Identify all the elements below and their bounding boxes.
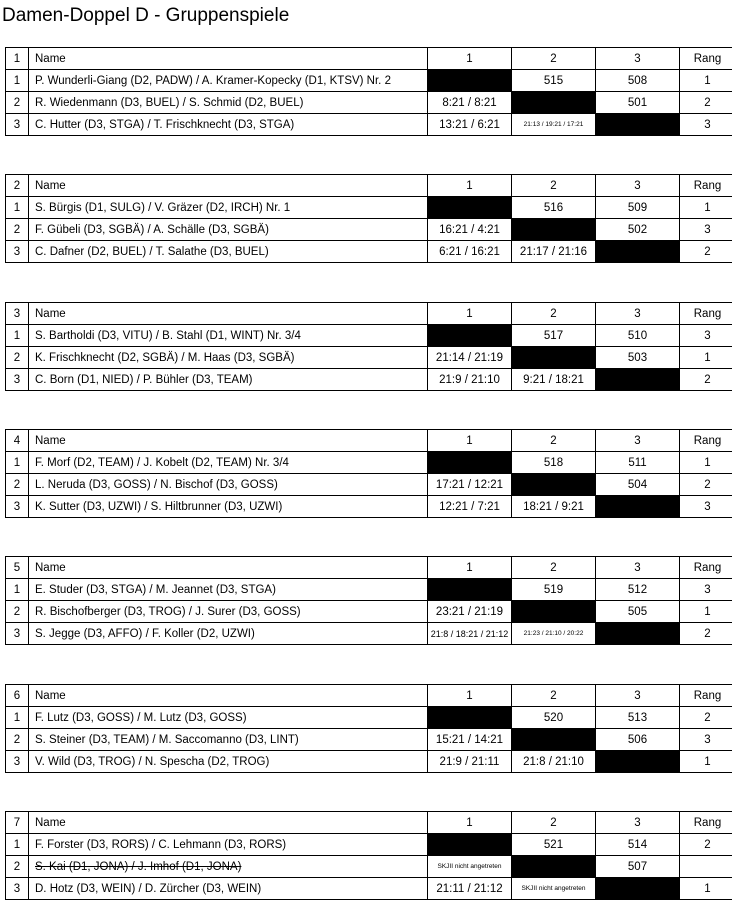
rang-cell: 3 — [680, 219, 732, 241]
name-header: Name — [29, 175, 428, 197]
match-3-cell: 503 — [596, 347, 680, 369]
row-number: 1 — [6, 70, 29, 92]
match-1-cell: 15:21 / 14:21 — [428, 729, 512, 751]
page-title: Damen-Doppel D - Gruppenspiele — [2, 5, 290, 26]
rang-cell: 1 — [680, 601, 732, 623]
row-number: 1 — [6, 834, 29, 856]
team-row — [6, 729, 732, 751]
self-match-cell — [596, 496, 680, 518]
self-match-cell — [428, 325, 512, 347]
row-number: 1 — [6, 325, 29, 347]
self-match-cell — [512, 92, 596, 114]
team-row — [6, 452, 732, 474]
row-number: 3 — [6, 878, 29, 900]
match-2-cell: 521 — [512, 834, 596, 856]
match-3-cell: 501 — [596, 92, 680, 114]
group-header-row — [6, 48, 732, 70]
team-name: C. Born (D1, NIED) / P. Bühler (D3, TEAM) — [29, 369, 428, 391]
col-2-header: 2 — [512, 812, 596, 834]
group-table-5 — [5, 556, 732, 645]
team-name: C. Dafner (D2, BUEL) / T. Salathe (D3, BUEL) — [29, 241, 428, 263]
group-number: 1 — [6, 48, 29, 70]
team-row — [6, 834, 732, 856]
match-2-cell: 517 — [512, 325, 596, 347]
row-number: 3 — [6, 114, 29, 136]
team-name: S. Jegge (D3, AFFO) / F. Koller (D2, UZWI) — [29, 623, 428, 645]
row-number: 3 — [6, 751, 29, 773]
rang-header: Rang — [680, 685, 732, 707]
team-row — [6, 219, 732, 241]
team-name: L. Neruda (D3, GOSS) / N. Bischof (D3, GOSS) — [29, 474, 428, 496]
match-2-cell: SKJII nicht angetreten — [512, 878, 596, 900]
self-match-cell — [428, 70, 512, 92]
self-match-cell — [596, 623, 680, 645]
row-number: 1 — [6, 579, 29, 601]
group-table-6 — [5, 684, 732, 773]
withdrawn-team-name: S. Kai (D1, JONA) / J. Imhof (D1, JONA) — [29, 856, 428, 878]
match-3-cell: 508 — [596, 70, 680, 92]
row-number: 3 — [6, 623, 29, 645]
match-3-cell: 507 — [596, 856, 680, 878]
team-name: K. Frischknecht (D2, SGBÄ) / M. Haas (D3, SGBÄ) — [29, 347, 428, 369]
col-3-header: 3 — [596, 685, 680, 707]
row-number: 2 — [6, 856, 29, 878]
col-2-header: 2 — [512, 175, 596, 197]
self-match-cell — [428, 579, 512, 601]
team-row — [6, 751, 732, 773]
row-number: 3 — [6, 369, 29, 391]
col-1-header: 1 — [428, 48, 512, 70]
match-2-cell: 519 — [512, 579, 596, 601]
team-name: D. Hotz (D3, WEIN) / D. Zürcher (D3, WEIN) — [29, 878, 428, 900]
row-number: 1 — [6, 197, 29, 219]
row-number: 2 — [6, 219, 29, 241]
rang-cell: 1 — [680, 452, 732, 474]
col-3-header: 3 — [596, 812, 680, 834]
group-number: 6 — [6, 685, 29, 707]
team-row — [6, 114, 732, 136]
rang-cell: 3 — [680, 579, 732, 601]
col-3-header: 3 — [596, 48, 680, 70]
team-row — [6, 474, 732, 496]
match-1-cell: 23:21 / 21:19 — [428, 601, 512, 623]
rang-cell: 3 — [680, 729, 732, 751]
match-3-cell: 514 — [596, 834, 680, 856]
team-row — [6, 601, 732, 623]
match-2-cell: 21:17 / 21:16 — [512, 241, 596, 263]
self-match-cell — [428, 834, 512, 856]
team-name: S. Steiner (D3, TEAM) / M. Saccomanno (D3, LINT) — [29, 729, 428, 751]
match-2-cell: 520 — [512, 707, 596, 729]
name-header: Name — [29, 685, 428, 707]
self-match-cell — [512, 347, 596, 369]
col-2-header: 2 — [512, 557, 596, 579]
match-3-cell: 506 — [596, 729, 680, 751]
team-name: C. Hutter (D3, STGA) / T. Frischknecht (D3, STGA) — [29, 114, 428, 136]
col-3-header: 3 — [596, 175, 680, 197]
match-3-cell: 511 — [596, 452, 680, 474]
self-match-cell — [596, 369, 680, 391]
match-1-cell: 21:8 / 18:21 / 21:12 — [428, 623, 512, 645]
match-2-cell: 518 — [512, 452, 596, 474]
team-row — [6, 623, 732, 645]
team-name: P. Wunderli-Giang (D2, PADW) / A. Kramer-Kopecky (D1, KTSV) Nr. 2 — [29, 70, 428, 92]
rang-header: Rang — [680, 48, 732, 70]
match-2-cell: 21:8 / 21:10 — [512, 751, 596, 773]
rang-cell: 3 — [680, 325, 732, 347]
rang-cell: 2 — [680, 707, 732, 729]
group-number: 7 — [6, 812, 29, 834]
col-2-header: 2 — [512, 303, 596, 325]
match-2-cell: 21:13 / 19:21 / 17:21 — [512, 114, 596, 136]
row-number: 1 — [6, 707, 29, 729]
col-1-header: 1 — [428, 685, 512, 707]
name-header: Name — [29, 430, 428, 452]
rang-cell: 1 — [680, 878, 732, 900]
match-2-cell: 18:21 / 9:21 — [512, 496, 596, 518]
row-number: 3 — [6, 496, 29, 518]
team-name: E. Studer (D3, STGA) / M. Jeannet (D3, STGA) — [29, 579, 428, 601]
group-table-1 — [5, 47, 732, 136]
name-header: Name — [29, 303, 428, 325]
group-header-row — [6, 685, 732, 707]
rang-cell: 1 — [680, 751, 732, 773]
self-match-cell — [596, 241, 680, 263]
rang-header: Rang — [680, 175, 732, 197]
group-table-4 — [5, 429, 732, 518]
team-name: S. Bürgis (D1, SULG) / V. Gräzer (D2, IRCH) Nr. 1 — [29, 197, 428, 219]
col-2-header: 2 — [512, 430, 596, 452]
match-1-cell: 21:14 / 21:19 — [428, 347, 512, 369]
group-number: 5 — [6, 557, 29, 579]
team-name: R. Wiedenmann (D3, BUEL) / S. Schmid (D2, BUEL) — [29, 92, 428, 114]
name-header: Name — [29, 557, 428, 579]
group-number: 3 — [6, 303, 29, 325]
team-row — [6, 92, 732, 114]
team-row — [6, 197, 732, 219]
team-name: F. Forster (D3, RORS) / C. Lehmann (D3, RORS) — [29, 834, 428, 856]
row-number: 1 — [6, 452, 29, 474]
group-number: 2 — [6, 175, 29, 197]
match-1-cell: 16:21 / 4:21 — [428, 219, 512, 241]
group-header-row — [6, 175, 732, 197]
team-row — [6, 70, 732, 92]
rang-cell: 3 — [680, 496, 732, 518]
match-1-cell: 8:21 / 8:21 — [428, 92, 512, 114]
self-match-cell — [596, 751, 680, 773]
rang-cell: 1 — [680, 70, 732, 92]
rang-cell: 1 — [680, 197, 732, 219]
self-match-cell — [428, 197, 512, 219]
match-1-cell: 13:21 / 6:21 — [428, 114, 512, 136]
team-name: F. Morf (D2, TEAM) / J. Kobelt (D2, TEAM) Nr. 3/4 — [29, 452, 428, 474]
team-name: V. Wild (D3, TROG) / N. Spescha (D2, TROG) — [29, 751, 428, 773]
rang-header: Rang — [680, 303, 732, 325]
team-row — [6, 878, 732, 900]
self-match-cell — [512, 729, 596, 751]
match-1-cell: 21:11 / 21:12 — [428, 878, 512, 900]
group-header-row — [6, 430, 732, 452]
col-1-header: 1 — [428, 430, 512, 452]
match-3-cell: 510 — [596, 325, 680, 347]
self-match-cell — [512, 474, 596, 496]
team-row — [6, 241, 732, 263]
col-3-header: 3 — [596, 303, 680, 325]
rang-header: Rang — [680, 557, 732, 579]
group-table-2 — [5, 174, 732, 263]
row-number: 2 — [6, 601, 29, 623]
col-1-header: 1 — [428, 303, 512, 325]
group-table-3 — [5, 302, 732, 391]
group-header-row — [6, 557, 732, 579]
row-number: 2 — [6, 347, 29, 369]
group-header-row — [6, 812, 732, 834]
team-row — [6, 325, 732, 347]
team-name: R. Bischofberger (D3, TROG) / J. Surer (D3, GOSS) — [29, 601, 428, 623]
team-row — [6, 496, 732, 518]
team-name: K. Sutter (D3, UZWI) / S. Hiltbrunner (D3, UZWI) — [29, 496, 428, 518]
match-3-cell: 509 — [596, 197, 680, 219]
rang-cell: 2 — [680, 369, 732, 391]
row-number: 2 — [6, 729, 29, 751]
team-row — [6, 347, 732, 369]
self-match-cell — [428, 452, 512, 474]
match-3-cell: 512 — [596, 579, 680, 601]
match-2-cell: 515 — [512, 70, 596, 92]
match-1-cell: 21:9 / 21:10 — [428, 369, 512, 391]
match-1-cell: SKJII nicht angetreten — [428, 856, 512, 878]
rang-cell: 2 — [680, 92, 732, 114]
group-header-row — [6, 303, 732, 325]
rang-cell: 2 — [680, 241, 732, 263]
self-match-cell — [512, 219, 596, 241]
col-1-header: 1 — [428, 557, 512, 579]
match-1-cell: 6:21 / 16:21 — [428, 241, 512, 263]
team-name: F. Gübeli (D3, SGBÄ) / A. Schälle (D3, SGBÄ) — [29, 219, 428, 241]
match-3-cell: 502 — [596, 219, 680, 241]
self-match-cell — [512, 856, 596, 878]
team-row — [6, 579, 732, 601]
self-match-cell — [512, 601, 596, 623]
self-match-cell — [596, 114, 680, 136]
match-2-cell: 21:23 / 21:10 / 20:22 — [512, 623, 596, 645]
team-row — [6, 369, 732, 391]
match-2-cell: 9:21 / 18:21 — [512, 369, 596, 391]
rang-cell: 1 — [680, 347, 732, 369]
rang-cell: 2 — [680, 474, 732, 496]
group-number: 4 — [6, 430, 29, 452]
match-2-cell: 516 — [512, 197, 596, 219]
match-3-cell: 513 — [596, 707, 680, 729]
group-table-7 — [5, 811, 732, 900]
match-1-cell: 21:9 / 21:11 — [428, 751, 512, 773]
self-match-cell — [428, 707, 512, 729]
team-name: F. Lutz (D3, GOSS) / M. Lutz (D3, GOSS) — [29, 707, 428, 729]
rang-cell — [680, 856, 732, 878]
rang-cell: 3 — [680, 114, 732, 136]
team-name: S. Bartholdi (D3, VITU) / B. Stahl (D1, WINT) Nr. 3/4 — [29, 325, 428, 347]
match-1-cell: 12:21 / 7:21 — [428, 496, 512, 518]
row-number: 2 — [6, 474, 29, 496]
row-number: 3 — [6, 241, 29, 263]
team-row — [6, 856, 732, 878]
rang-header: Rang — [680, 812, 732, 834]
name-header: Name — [29, 812, 428, 834]
rang-header: Rang — [680, 430, 732, 452]
col-3-header: 3 — [596, 430, 680, 452]
col-2-header: 2 — [512, 685, 596, 707]
row-number: 2 — [6, 92, 29, 114]
col-2-header: 2 — [512, 48, 596, 70]
name-header: Name — [29, 48, 428, 70]
self-match-cell — [596, 878, 680, 900]
match-3-cell: 505 — [596, 601, 680, 623]
col-3-header: 3 — [596, 557, 680, 579]
team-row — [6, 707, 732, 729]
col-1-header: 1 — [428, 175, 512, 197]
match-1-cell: 17:21 / 12:21 — [428, 474, 512, 496]
rang-cell: 2 — [680, 623, 732, 645]
col-1-header: 1 — [428, 812, 512, 834]
match-3-cell: 504 — [596, 474, 680, 496]
rang-cell: 2 — [680, 834, 732, 856]
